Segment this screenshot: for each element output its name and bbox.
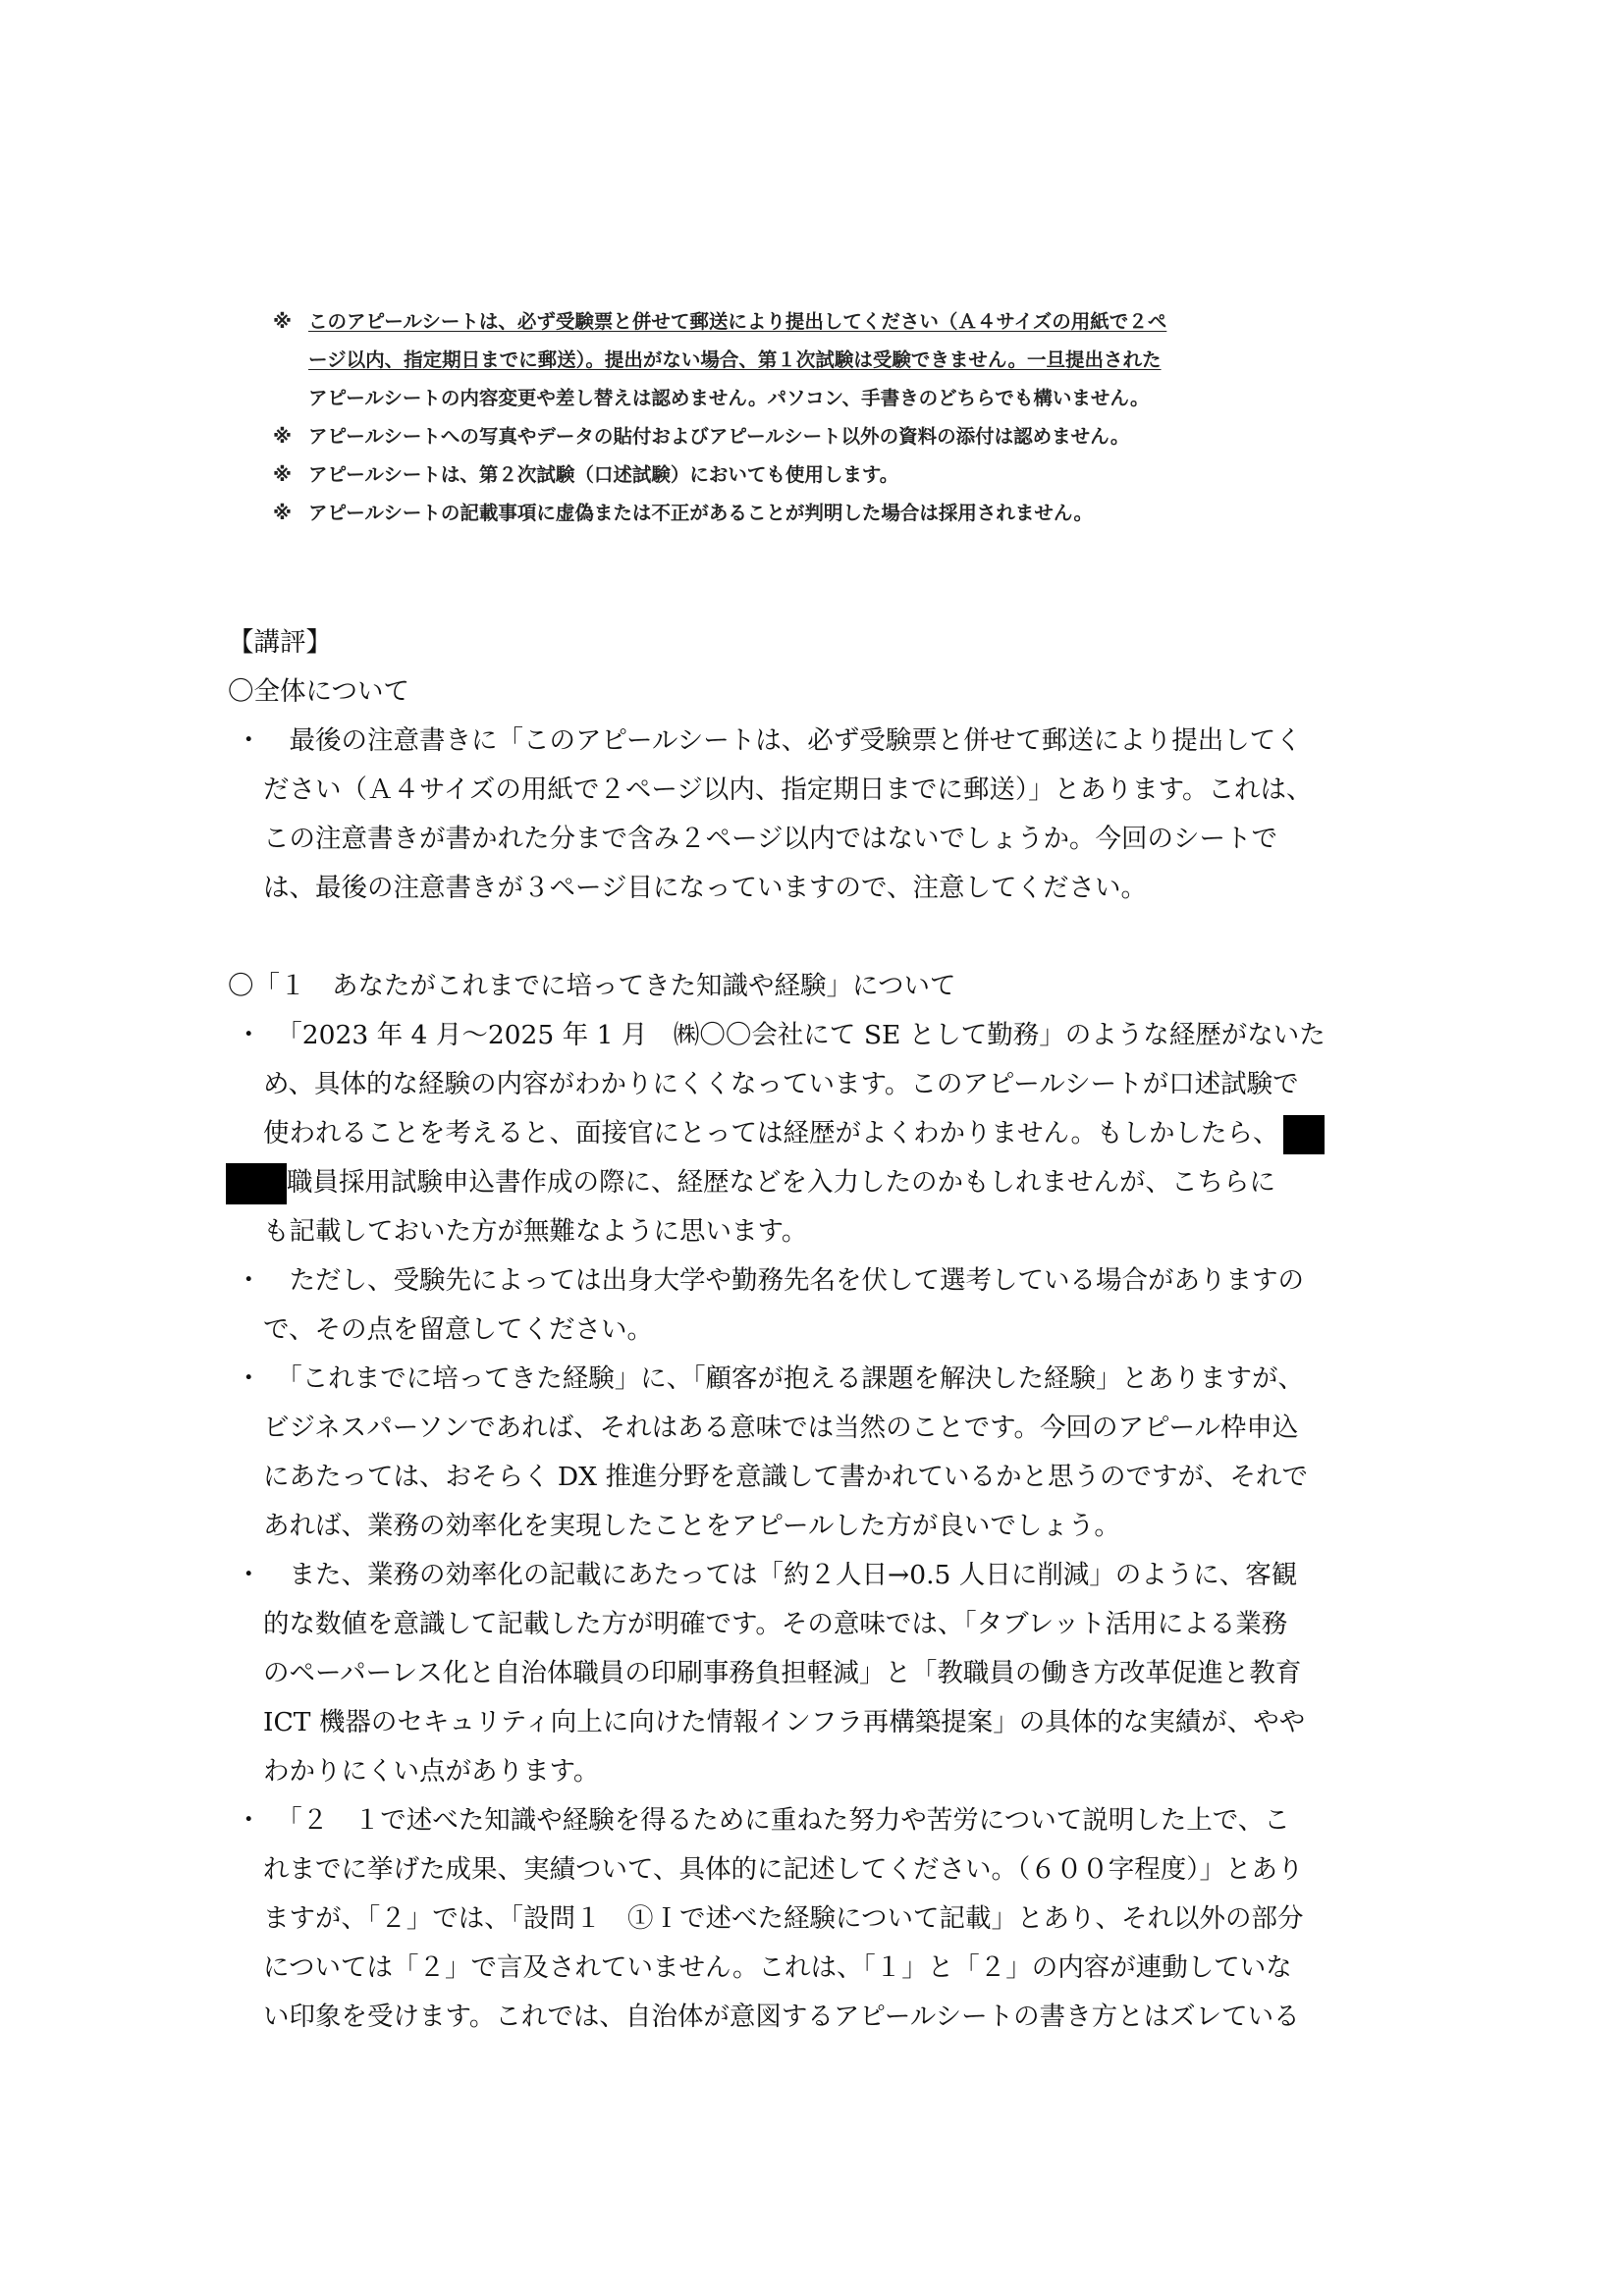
note-mark: ※ bbox=[273, 463, 292, 486]
bullet-line: ただし、受験先によっては出身大学や勤務先名を伏して選考している場合がありますの bbox=[263, 1265, 1304, 1296]
bullet-line: も記載しておいた方が無難なように思います。 bbox=[263, 1216, 808, 1247]
redaction-block bbox=[226, 1163, 287, 1204]
bullet-line: については「２」で言及されていません。これは、「１」と「２」の内容が連動していな bbox=[263, 1952, 1292, 1983]
note-line: アピールシートの記載事項に虚偽または不正があることが判明した場合は採用されません。 bbox=[308, 502, 1094, 524]
bullet-dot: ・ bbox=[236, 1020, 262, 1050]
note-2 bbox=[273, 417, 1314, 455]
bullet-line: 「２ １で述べた知識や経験を得るために重ねた努力や苦労について説明した上で、こ bbox=[263, 1805, 1290, 1836]
note-line: このアピールシートは、必ず受験票と併せて郵送により提出してください（Ａ４サイズの用紙で２ペ bbox=[308, 310, 1167, 333]
bullet-line: は、最後の注意書きが３ページ目になっていますので、注意してください。 bbox=[263, 873, 1147, 903]
bullet-line-text: 職員採用試験申込書作成の際に、経歴などを入力したのかもしれませんが、こちらに bbox=[287, 1167, 1275, 1198]
bullet-line: あれば、業務の効率化を実現したことをアピールした方が良いでしょう。 bbox=[263, 1511, 1120, 1541]
bullet-line: 「2023 年 4 月～2025 年 1 月 ㈱〇〇会社にて SE として勤務」のような経歴がないた bbox=[263, 1020, 1326, 1050]
note-line: アピールシートへの写真やデータの貼付およびアピールシート以外の資料の添付は認めません。 bbox=[308, 425, 1130, 448]
bullet-knowledge-5 bbox=[228, 1796, 1406, 2042]
review bbox=[228, 618, 1406, 2042]
section-heading-knowledge: 〇「１ あなたがこれまでに培ってきた知識や経験」について bbox=[228, 971, 956, 1001]
bullet-overall-1 bbox=[228, 717, 1406, 913]
bullet-knowledge-4 bbox=[228, 1551, 1406, 1796]
note-mark: ※ bbox=[273, 502, 292, 524]
bullet-line: で、その点を留意してください。 bbox=[263, 1314, 653, 1345]
bullet-dot: ・ bbox=[236, 725, 262, 756]
note-mark: ※ bbox=[273, 425, 292, 448]
note-3 bbox=[273, 455, 1314, 494]
bullet-line: 最後の注意書きに「このアピールシートは、必ず受験票と併せて郵送により提出してく bbox=[263, 725, 1302, 756]
note-line: アピールシートは、第２次試験（口述試験）においても使用します。 bbox=[308, 463, 899, 486]
bullet-line: また、業務の効率化の記載にあたっては「約２人日→0.5 人日に削減」のように、客観 bbox=[263, 1560, 1298, 1590]
bullet-line: ビジネスパーソンであれば、それはある意味では当然のことです。今回のアピール枠申込 bbox=[263, 1413, 1299, 1443]
bullet-line: い印象を受けます。これでは、自治体が意図するアピールシートの書き方とはズレている bbox=[263, 2002, 1300, 2032]
bullet-line: め、具体的な経験の内容がわかりにくくなっています。このアピールシートが口述試験で bbox=[263, 1069, 1299, 1099]
section-heading-overall: 〇全体について bbox=[228, 676, 409, 707]
review-title: 【講評】 bbox=[228, 627, 332, 658]
bullet-line-text: 使われることを考えると、面接官にとっては経歴がよくわかりません。もしかしたら、 bbox=[263, 1118, 1279, 1148]
bullet-line: ださい（Ａ４サイズの用紙で２ページ以内、指定期日までに郵送）」とあります。これは、 bbox=[263, 774, 1313, 805]
instruction-notes bbox=[273, 302, 1314, 532]
bullet-dot: ・ bbox=[236, 1805, 262, 1836]
bullet-knowledge-2 bbox=[228, 1256, 1406, 1355]
bullet-line: 的な数値を意識して記載した方が明確です。その意味では、「タブレット活用による業務 bbox=[263, 1609, 1288, 1639]
bullet-dot: ・ bbox=[236, 1560, 262, 1590]
bullet-dot: ・ bbox=[236, 1363, 262, 1394]
note-line-underlined: ージ以内、指定期日までに郵送）。提出がない場合、第１次試験は受験できません。一旦提出された bbox=[308, 348, 1162, 371]
bullet-knowledge-3 bbox=[228, 1355, 1406, 1551]
bullet-line bbox=[263, 1109, 1406, 1158]
bullet-line: 「これまでに培ってきた経験」に、「顧客が抱える課題を解決した経験」とありますが、 bbox=[263, 1363, 1304, 1394]
spacer bbox=[228, 913, 1406, 962]
bullet-line: にあたっては、おそらく DX 推進分野を意識して書かれているかと思うのですが、それで bbox=[263, 1462, 1308, 1492]
note-1 bbox=[273, 302, 1314, 417]
bullet-line: この注意書きが書かれた分まで含み２ページ以内ではないでしょうか。今回のシートで bbox=[263, 824, 1277, 854]
bullet-knowledge-1 bbox=[228, 1011, 1406, 1256]
note-4 bbox=[273, 494, 1314, 532]
note-line: アピールシートの内容変更や差し替えは認めません。パソコン、手書きのどちらでも構いません。 bbox=[308, 387, 1150, 409]
note-line bbox=[308, 341, 1314, 379]
redaction-block bbox=[1283, 1115, 1325, 1154]
bullet-line: ますが、「２」では、「設問１ ①Ｉで述べた経験について記載」とあり、それ以外の部分 bbox=[263, 1903, 1304, 1934]
bullet-line: れまでに挙げた成果、実績ついて、具体的に記述してください。（６００字程度）」とあり bbox=[263, 1854, 1304, 1885]
bullet-line bbox=[263, 1158, 1406, 1207]
bullet-line: のペーパーレス化と自治体職員の印刷事務負担軽減」と「教職員の働き方改革促進と教育 bbox=[263, 1658, 1302, 1688]
bullet-dot: ・ bbox=[236, 1265, 262, 1296]
bullet-line: わかりにくい点があります。 bbox=[263, 1756, 600, 1787]
note-mark: ※ bbox=[273, 310, 292, 333]
bullet-line: ICT 機器のセキュリティ向上に向けた情報インフラ再構築提案」の具体的な実績が、やや bbox=[263, 1707, 1306, 1737]
